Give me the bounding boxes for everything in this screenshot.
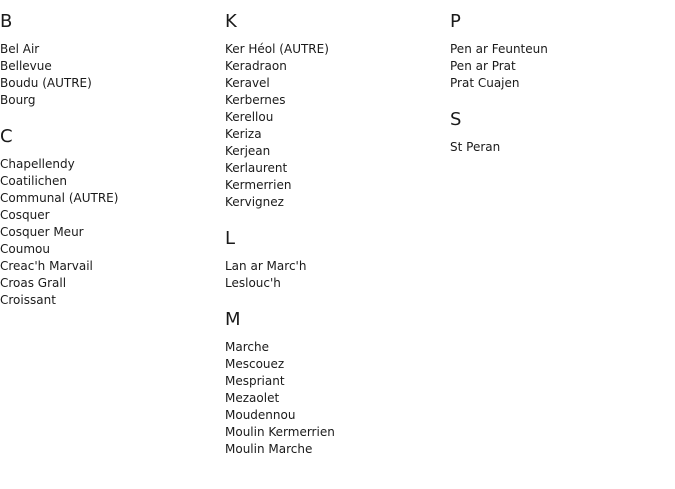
letter-heading: P bbox=[450, 11, 461, 32]
letter-heading: K bbox=[225, 11, 237, 32]
place-link[interactable]: Mespriant bbox=[225, 374, 285, 388]
list-item bbox=[0, 275, 225, 292]
place-link[interactable]: Keravel bbox=[225, 76, 270, 90]
letter-group bbox=[225, 11, 450, 211]
place-link[interactable]: Moulin Kermerrien bbox=[225, 425, 335, 439]
list-item bbox=[225, 339, 450, 356]
list-item bbox=[225, 407, 450, 424]
place-link[interactable]: St Peran bbox=[450, 140, 501, 154]
place-link[interactable]: Leslouc'h bbox=[225, 276, 281, 290]
place-link[interactable]: Croas Grall bbox=[0, 276, 67, 290]
place-link[interactable]: Pen ar Feunteun bbox=[450, 42, 548, 56]
place-list bbox=[0, 41, 225, 109]
list-item bbox=[0, 58, 225, 75]
place-link[interactable]: Coumou bbox=[0, 242, 50, 256]
list-item bbox=[0, 207, 225, 224]
letter-group bbox=[0, 126, 225, 309]
place-link[interactable]: Communal (AUTRE) bbox=[0, 191, 119, 205]
list-item bbox=[225, 275, 450, 292]
list-item bbox=[450, 41, 675, 58]
place-list bbox=[225, 339, 450, 458]
list-item bbox=[225, 160, 450, 177]
place-link[interactable]: Kermerrien bbox=[225, 178, 292, 192]
place-link[interactable]: Bellevue bbox=[0, 59, 52, 73]
place-link[interactable]: Moudennou bbox=[225, 408, 296, 422]
list-item bbox=[225, 194, 450, 211]
list-item bbox=[0, 173, 225, 190]
list-item bbox=[225, 92, 450, 109]
letter-group bbox=[0, 11, 225, 109]
list-item bbox=[225, 373, 450, 390]
list-item bbox=[0, 241, 225, 258]
place-link[interactable]: Croissant bbox=[0, 293, 56, 307]
place-link[interactable]: Marche bbox=[225, 340, 269, 354]
list-item bbox=[0, 75, 225, 92]
list-item bbox=[225, 356, 450, 373]
list-item bbox=[225, 75, 450, 92]
place-link[interactable]: Ker Héol (AUTRE) bbox=[225, 42, 329, 56]
index-column-3 bbox=[450, 0, 675, 156]
place-link[interactable]: Cosquer bbox=[0, 208, 50, 222]
place-link[interactable]: Bel Air bbox=[0, 42, 40, 56]
letter-group bbox=[450, 109, 675, 156]
place-link[interactable]: Kervignez bbox=[225, 195, 284, 209]
letter-heading: C bbox=[0, 126, 13, 147]
letter-heading: S bbox=[450, 109, 462, 130]
place-list bbox=[225, 41, 450, 211]
index-column-2 bbox=[225, 0, 450, 458]
list-item bbox=[0, 224, 225, 241]
list-item bbox=[225, 424, 450, 441]
list-item bbox=[225, 58, 450, 75]
place-link[interactable]: Kerellou bbox=[225, 110, 274, 124]
letter-group bbox=[450, 11, 675, 92]
place-link[interactable]: Keradraon bbox=[225, 59, 287, 73]
place-list bbox=[450, 41, 675, 92]
list-item bbox=[450, 58, 675, 75]
place-link[interactable]: Moulin Marche bbox=[225, 442, 313, 456]
list-item bbox=[450, 75, 675, 92]
place-link[interactable]: Keriza bbox=[225, 127, 262, 141]
letter-heading: B bbox=[0, 11, 13, 32]
letter-heading: L bbox=[225, 228, 236, 249]
index-column-1 bbox=[0, 0, 225, 309]
place-link[interactable]: Cosquer Meur bbox=[0, 225, 84, 239]
list-item bbox=[225, 258, 450, 275]
list-item bbox=[0, 190, 225, 207]
list-item bbox=[225, 41, 450, 58]
place-list bbox=[225, 258, 450, 292]
list-item bbox=[0, 92, 225, 109]
place-link[interactable]: Prat Cuajen bbox=[450, 76, 520, 90]
place-link[interactable]: Mezaolet bbox=[225, 391, 280, 405]
letter-group bbox=[225, 309, 450, 458]
list-item bbox=[450, 139, 675, 156]
place-link[interactable]: Mescouez bbox=[225, 357, 285, 371]
list-item bbox=[0, 258, 225, 275]
list-item bbox=[0, 156, 225, 173]
place-link[interactable]: Kerjean bbox=[225, 144, 271, 158]
place-link[interactable]: Creac'h Marvail bbox=[0, 259, 93, 273]
place-link[interactable]: Bourg bbox=[0, 93, 36, 107]
list-item bbox=[0, 292, 225, 309]
list-item bbox=[225, 441, 450, 458]
place-link[interactable]: Lan ar Marc'h bbox=[225, 259, 307, 273]
list-item bbox=[225, 143, 450, 160]
place-link[interactable]: Pen ar Prat bbox=[450, 59, 516, 73]
list-item bbox=[225, 390, 450, 407]
place-link[interactable]: Boudu (AUTRE) bbox=[0, 76, 92, 90]
place-link[interactable]: Chapellendy bbox=[0, 157, 75, 171]
place-link[interactable]: Coatilichen bbox=[0, 174, 67, 188]
letter-group bbox=[225, 228, 450, 292]
list-item bbox=[225, 109, 450, 126]
place-link[interactable]: Kerlaurent bbox=[225, 161, 288, 175]
place-list bbox=[0, 156, 225, 309]
list-item bbox=[225, 177, 450, 194]
list-item bbox=[225, 126, 450, 143]
list-item bbox=[0, 41, 225, 58]
place-list bbox=[450, 139, 675, 156]
place-link[interactable]: Kerbernes bbox=[225, 93, 286, 107]
letter-heading: M bbox=[225, 309, 241, 330]
